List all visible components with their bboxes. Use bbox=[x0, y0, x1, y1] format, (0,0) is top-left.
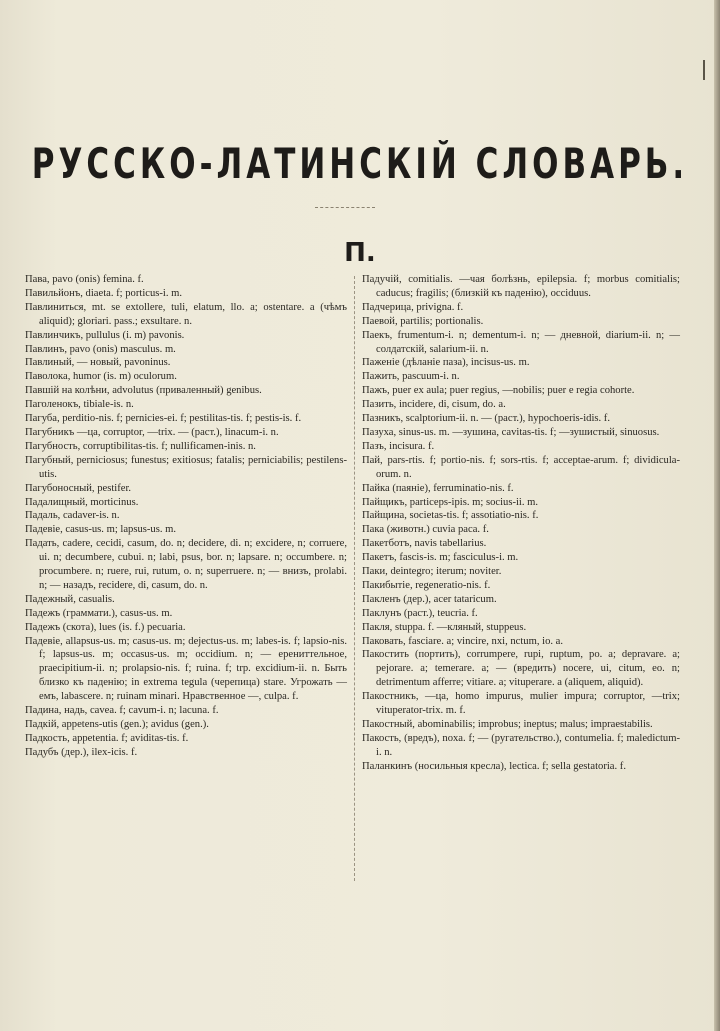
dictionary-entry: Пава, pavo (onis) femina. f. bbox=[25, 274, 144, 285]
dictionary-entry: Пагубникъ —ца, corruptor, —trix. — (раст.), linacum-i. n. bbox=[25, 426, 279, 438]
dictionary-entry: Падчерица, privigna. f. bbox=[362, 301, 464, 313]
dictionary-entry: Пакибытіе, regeneratio-nis. f. bbox=[362, 579, 491, 591]
dictionary-entry: Пайщикъ, particeps-ipis. m; socius-ii. m. bbox=[362, 496, 539, 508]
dictionary-entry: Падежный, casualis. bbox=[25, 593, 115, 605]
dictionary-entry: Падучій, comitialis. —чая болѣзнь, epilepsia. f; morbus comitialis; caducus; fragilis; (близкій къ паденію), occiduus. bbox=[362, 274, 680, 299]
dictionary-entry: Пакленъ (дер.), acer tataricum. bbox=[362, 593, 497, 605]
dictionary-entry: Паки, deintegro; iterum; noviter. bbox=[362, 566, 502, 578]
dictionary-entry: Пакетъ, fascis-is. m; fasciculus-i. m. bbox=[362, 552, 519, 564]
dictionary-entry: Павлинчикъ, pullulus (i. m) pavonis. bbox=[25, 329, 185, 341]
dictionary-entry: Павлиниться, mt. se extollere, tuli, elatum, llo. a; ostentare. a (чѣмъ aliquid); gloriari. pass.; exsultare. n. bbox=[25, 301, 347, 327]
dictionary-entry: Павшій на колѣни, advolutus (приваленный) genibus. bbox=[25, 385, 262, 397]
page-title: РУССКО-ЛАТИНСКІЙ СЛОВАРЬ. bbox=[31, 140, 689, 189]
dictionary-entry: Падежъ (граммати.), casus-us. m. bbox=[25, 607, 173, 619]
dictionary-entry: Падубъ (дер.), ilex-icis. f. bbox=[25, 746, 138, 758]
dictionary-entry: Падевіе, allapsus-us. m; casus-us. m; dejectus-us. m; labes-is. f; lapsio-nis. f; lapsus-us. m; occasus-us. m; occidium. n; — ерениттельное, praecipitium-ii. n; prolapsio-nis. f; ruina. f; trp. excidium-ii. n. Быть близко къ паденію; in extrema tegula (черепица) stare. Угрожать —емъ, labascere. n; ruinam minari. Нравственное —, culpa. f. bbox=[25, 635, 347, 703]
dictionary-entry: Пакетботъ, navis tabellarius. bbox=[362, 538, 487, 550]
dictionary-entry: Пазникъ, scalptorium-ii. n. — (раст.), hypochoeris-idis. f. bbox=[362, 413, 610, 425]
title-ornament bbox=[315, 207, 375, 210]
dictionary-entry: Пайщина, societas-tis. f; assotiatio-nis. f. bbox=[362, 510, 539, 522]
edge-mark bbox=[703, 60, 705, 80]
dictionary-entry: Пажить, pascuum-i. n. bbox=[362, 371, 460, 383]
dictionary-entry: Пайка (паяніе), ferruminatio-nis. f. bbox=[362, 482, 514, 494]
dictionary-entry: Паголенокъ, tibiale-is. n. bbox=[25, 399, 134, 411]
dictionary-entry: Павлиный, — новый, pavoninus. bbox=[25, 357, 171, 369]
dictionary-entry: Паланкинъ (носильныя кресла), lectica. f; sella gestatoria. f. bbox=[362, 760, 626, 772]
dictionary-entry: Павильйонъ, diaeta. f; porticus-i. m. bbox=[25, 287, 183, 299]
dictionary-entry: Пака (животн.) cuvia paca. f. bbox=[362, 524, 489, 536]
dictionary-entry: Падевіе, casus-us. m; lapsus-us. m. bbox=[25, 524, 177, 536]
dictionary-entry: Пагубный, perniciosus; funestus; exitiosus; fatalis; perniciabilis; pestilens-utis. bbox=[25, 454, 347, 480]
dictionary-entry: Павлинъ, pavo (onis) masculus. m. bbox=[25, 343, 176, 355]
dictionary-entry: Пакля, stuppa. f. —кляный, stuppeus. bbox=[362, 621, 527, 633]
dictionary-entry: Паклунъ (раст.), teucria. f. bbox=[362, 607, 478, 619]
dictionary-entry: Паевой, partilis; portionalis. bbox=[362, 315, 484, 327]
dictionary-entry: Пазить, incidere, di, cisum, do. a. bbox=[362, 399, 506, 411]
dictionary-entry: Паженіе (дѣланіе паза), incisus-us. m. bbox=[362, 357, 530, 369]
column-divider bbox=[354, 276, 355, 881]
dictionary-entry: Пакостный, abominabilis; improbus; ineptus; malus; impraestabilis. bbox=[362, 719, 653, 730]
section-letter: П. bbox=[344, 238, 376, 268]
dictionary-entry: Падалищный, morticinus. bbox=[25, 496, 139, 508]
dictionary-entry: Пагубность, corruptibilitas-tis. f; nullificamen-inis. n. bbox=[25, 440, 256, 452]
dictionary-entry: Паекъ, frumentum-i. n; dementum-i. n; — дневной, diarium-ii. n; — солдатскій, salarium-ii. n. bbox=[362, 329, 680, 355]
dictionary-entry: Пакостникъ, —ца, homo impurus, mulier impura; corruptor, —trix; vituperator-trix. m. f. bbox=[362, 691, 680, 717]
right-column bbox=[362, 273, 680, 774]
dictionary-entry: Пакость, (вредъ), noxa. f; — (ругательство.), contumelia. f; maledictum-i. n. bbox=[362, 732, 680, 758]
dictionary-entry: Падкость, appetentia. f; aviditas-tis. f. bbox=[25, 732, 189, 744]
dictionary-entry: Падкій, appetens-utis (gen.); avidus (gen.). bbox=[25, 719, 209, 730]
dictionary-entry: Пай, pars-rtis. f; portio-nis. f; sors-rtis. f; acceptae-arum. f; dividicula-orum. n. bbox=[362, 454, 680, 480]
dictionary-entry: Пакостить (портить), corrumpere, rupi, ruptum, po. a; depravare. a; pejorare. a; temerare. a; — (вредить) nocere, ui, citum, eo. n; detrimentum afferre; vitiare. a; vituperare. a (aliquem, aliquid). bbox=[362, 649, 680, 689]
dictionary-entry: Пагубоносный, pestifer. bbox=[25, 482, 132, 494]
dictionary-entry: Пагуба, perditio-nis. f; pernicies-ei. f; pestilitas-tis. f; pestis-is. f. bbox=[25, 413, 302, 425]
left-column bbox=[25, 273, 347, 760]
dictionary-entry: Пазуха, sinus-us. m. —зушина, cavitas-tis. f; —зушистый, sinuosus. bbox=[362, 426, 660, 438]
dictionary-entry: Падаль, cadaver-is. n. bbox=[25, 510, 120, 522]
dictionary-entry: Пазъ, incisura. f. bbox=[362, 440, 435, 452]
dictionary-entry: Пажъ, puer ex aula; puer regius, —nobilis; puer e regia cohorte. bbox=[362, 385, 635, 397]
dictionary-entry: Падежъ (скота), lues (is. f.) pecuaria. bbox=[25, 621, 186, 633]
dictionary-entry: Паковать, fasciare. a; vincire, nxi, nctum, io. a. bbox=[362, 635, 564, 647]
dictionary-entry: Паволока, humor (is. m) oculorum. bbox=[25, 371, 177, 383]
dictionary-entry: Падина, надь, cavea. f; cavum-i. n; lacuna. f. bbox=[25, 705, 219, 717]
dictionary-entry: Падать, cadere, cecidi, casum, do. n; decidere, di. n; excidere, n; corruere, ui. n; decumbere, cubui. n; labi, psus, bor. n; lapsare. n; occumbere. n; procumbere. n; ruere, rui, rutum, o. n; superruere. n; — внизъ, prolabi. n; — назадъ, recidere, di, casum, do. n. bbox=[25, 538, 347, 591]
